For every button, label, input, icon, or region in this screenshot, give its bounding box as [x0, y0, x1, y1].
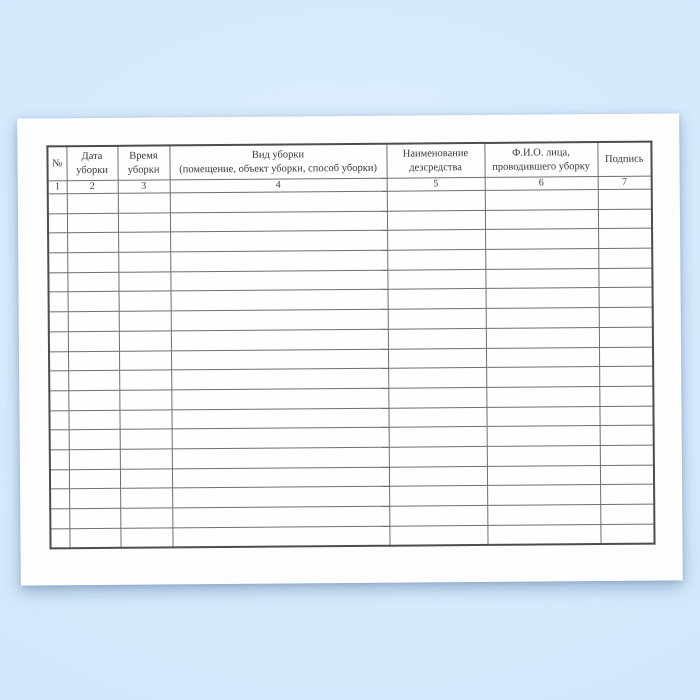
empty-cell [600, 524, 654, 545]
empty-cell [172, 487, 389, 508]
empty-cell [388, 387, 486, 407]
empty-cell [388, 289, 486, 309]
header-cell-cleaning-time: Время уборки [117, 145, 169, 180]
empty-cell [50, 489, 69, 509]
empty-cell [486, 288, 599, 309]
empty-cell [600, 425, 654, 445]
empty-cell [389, 525, 487, 546]
empty-cell [50, 469, 69, 489]
empty-cell [387, 190, 485, 210]
empty-cell [67, 252, 118, 272]
empty-cell [67, 193, 118, 213]
empty-cell [388, 309, 486, 329]
empty-cell [388, 348, 486, 368]
empty-cell [599, 366, 653, 386]
empty-cell [118, 272, 170, 292]
empty-cell [67, 233, 118, 253]
empty-cell [69, 449, 120, 469]
empty-cell [69, 528, 120, 549]
document-page [17, 113, 683, 585]
header-cell-number-sign: № [47, 146, 66, 181]
empty-cell [68, 292, 119, 312]
empty-cell [50, 528, 69, 548]
table-header [47, 142, 651, 194]
empty-cell [171, 349, 388, 370]
empty-cell [387, 269, 485, 289]
empty-cell [119, 331, 171, 351]
empty-cell [600, 445, 654, 465]
empty-cell [49, 410, 68, 430]
empty-cell [68, 351, 119, 371]
empty-cell [170, 250, 387, 271]
empty-cell [171, 368, 388, 389]
empty-cell [599, 327, 653, 347]
header-row [47, 142, 651, 181]
empty-cell [387, 249, 485, 269]
table-body [48, 189, 655, 549]
empty-cell [48, 213, 67, 233]
empty-cell [69, 508, 120, 528]
empty-cell [600, 504, 654, 524]
empty-cell [119, 409, 171, 429]
column-number-cell: 1 [48, 181, 67, 194]
empty-cell [389, 505, 487, 525]
column-number-cell: 5 [387, 177, 485, 191]
empty-cell [487, 505, 600, 526]
empty-cell [487, 426, 600, 447]
empty-cell [68, 410, 119, 430]
empty-cell [69, 489, 120, 509]
empty-cell [598, 268, 652, 288]
empty-cell [49, 292, 68, 312]
empty-cell [49, 351, 68, 371]
empty-cell [119, 311, 171, 331]
empty-cell [599, 406, 653, 426]
empty-cell [49, 332, 68, 352]
empty-cell [487, 524, 600, 545]
empty-cell [69, 430, 120, 450]
column-number-cell: 4 [170, 178, 387, 193]
empty-cell [171, 290, 388, 311]
empty-cell [67, 272, 118, 292]
empty-cell [170, 211, 387, 232]
empty-cell [119, 370, 171, 390]
empty-cell [69, 469, 120, 489]
empty-cell [599, 386, 653, 406]
empty-cell [487, 445, 600, 466]
column-number-cell: 7 [598, 176, 652, 189]
empty-cell [172, 427, 389, 448]
empty-cell [50, 430, 69, 450]
table-row [50, 524, 654, 549]
empty-cell [170, 270, 387, 291]
column-number-cell: 2 [67, 180, 118, 193]
empty-cell [120, 488, 172, 508]
empty-cell [68, 311, 119, 331]
empty-cell [120, 508, 172, 528]
empty-cell [120, 469, 172, 489]
header-cell-cleaning-type: Вид уборки (помещение, объект уборки, способ уборки) [169, 144, 386, 180]
empty-cell [171, 309, 388, 330]
empty-cell [485, 229, 598, 250]
empty-cell [485, 209, 598, 230]
header-cell-person-name: Ф.И.О. лица, проводившего уборку [484, 142, 597, 177]
empty-cell [486, 406, 599, 427]
empty-cell [600, 484, 654, 504]
empty-cell [120, 449, 172, 469]
empty-cell [485, 190, 598, 211]
empty-cell [68, 371, 119, 391]
empty-cell [387, 210, 485, 230]
empty-cell [486, 367, 599, 388]
empty-cell [171, 329, 388, 350]
empty-cell [600, 465, 654, 485]
empty-cell [170, 191, 387, 212]
empty-cell [67, 213, 118, 233]
empty-cell [119, 291, 171, 311]
empty-cell [172, 447, 389, 468]
empty-cell [48, 253, 67, 273]
empty-cell [389, 466, 487, 486]
empty-cell [389, 486, 487, 506]
empty-cell [48, 233, 67, 253]
empty-cell [118, 213, 170, 233]
header-cell-disinfectant-name: Наименование дезсредства [386, 143, 484, 178]
empty-cell [598, 228, 652, 248]
empty-cell [598, 189, 652, 209]
empty-cell [170, 231, 387, 252]
empty-cell [486, 386, 599, 407]
empty-cell [120, 528, 172, 549]
empty-cell [171, 388, 388, 409]
empty-cell [599, 288, 653, 308]
empty-cell [486, 327, 599, 348]
cleaning-log-table [46, 141, 655, 550]
empty-cell [389, 446, 487, 466]
empty-cell [118, 193, 170, 213]
empty-cell [48, 272, 67, 292]
empty-cell [172, 467, 389, 488]
empty-cell [485, 268, 598, 289]
empty-cell [485, 249, 598, 270]
empty-cell [49, 391, 68, 411]
empty-cell [68, 331, 119, 351]
empty-cell [48, 194, 67, 214]
empty-cell [171, 408, 388, 429]
empty-cell [50, 509, 69, 529]
empty-cell [118, 252, 170, 272]
header-cell-signature: Подпись [597, 142, 651, 177]
empty-cell [118, 232, 170, 252]
empty-cell [49, 312, 68, 332]
empty-cell [172, 526, 389, 548]
empty-cell [487, 485, 600, 506]
empty-cell [387, 230, 485, 250]
empty-cell [487, 465, 600, 486]
empty-cell [388, 328, 486, 348]
empty-cell [49, 371, 68, 391]
empty-cell [598, 209, 652, 229]
empty-cell [486, 347, 599, 368]
empty-cell [598, 248, 652, 268]
empty-cell [50, 450, 69, 470]
empty-cell [68, 390, 119, 410]
empty-cell [486, 308, 599, 329]
empty-cell [120, 429, 172, 449]
empty-cell [388, 407, 486, 427]
empty-cell [388, 368, 486, 388]
empty-cell [119, 390, 171, 410]
empty-cell [119, 350, 171, 370]
column-number-cell: 6 [485, 177, 598, 191]
column-number-cell: 3 [118, 180, 170, 193]
empty-cell [599, 347, 653, 367]
empty-cell [172, 506, 389, 527]
empty-cell [599, 307, 653, 327]
header-cell-cleaning-date: Дата уборки [66, 146, 117, 181]
empty-cell [389, 427, 487, 447]
